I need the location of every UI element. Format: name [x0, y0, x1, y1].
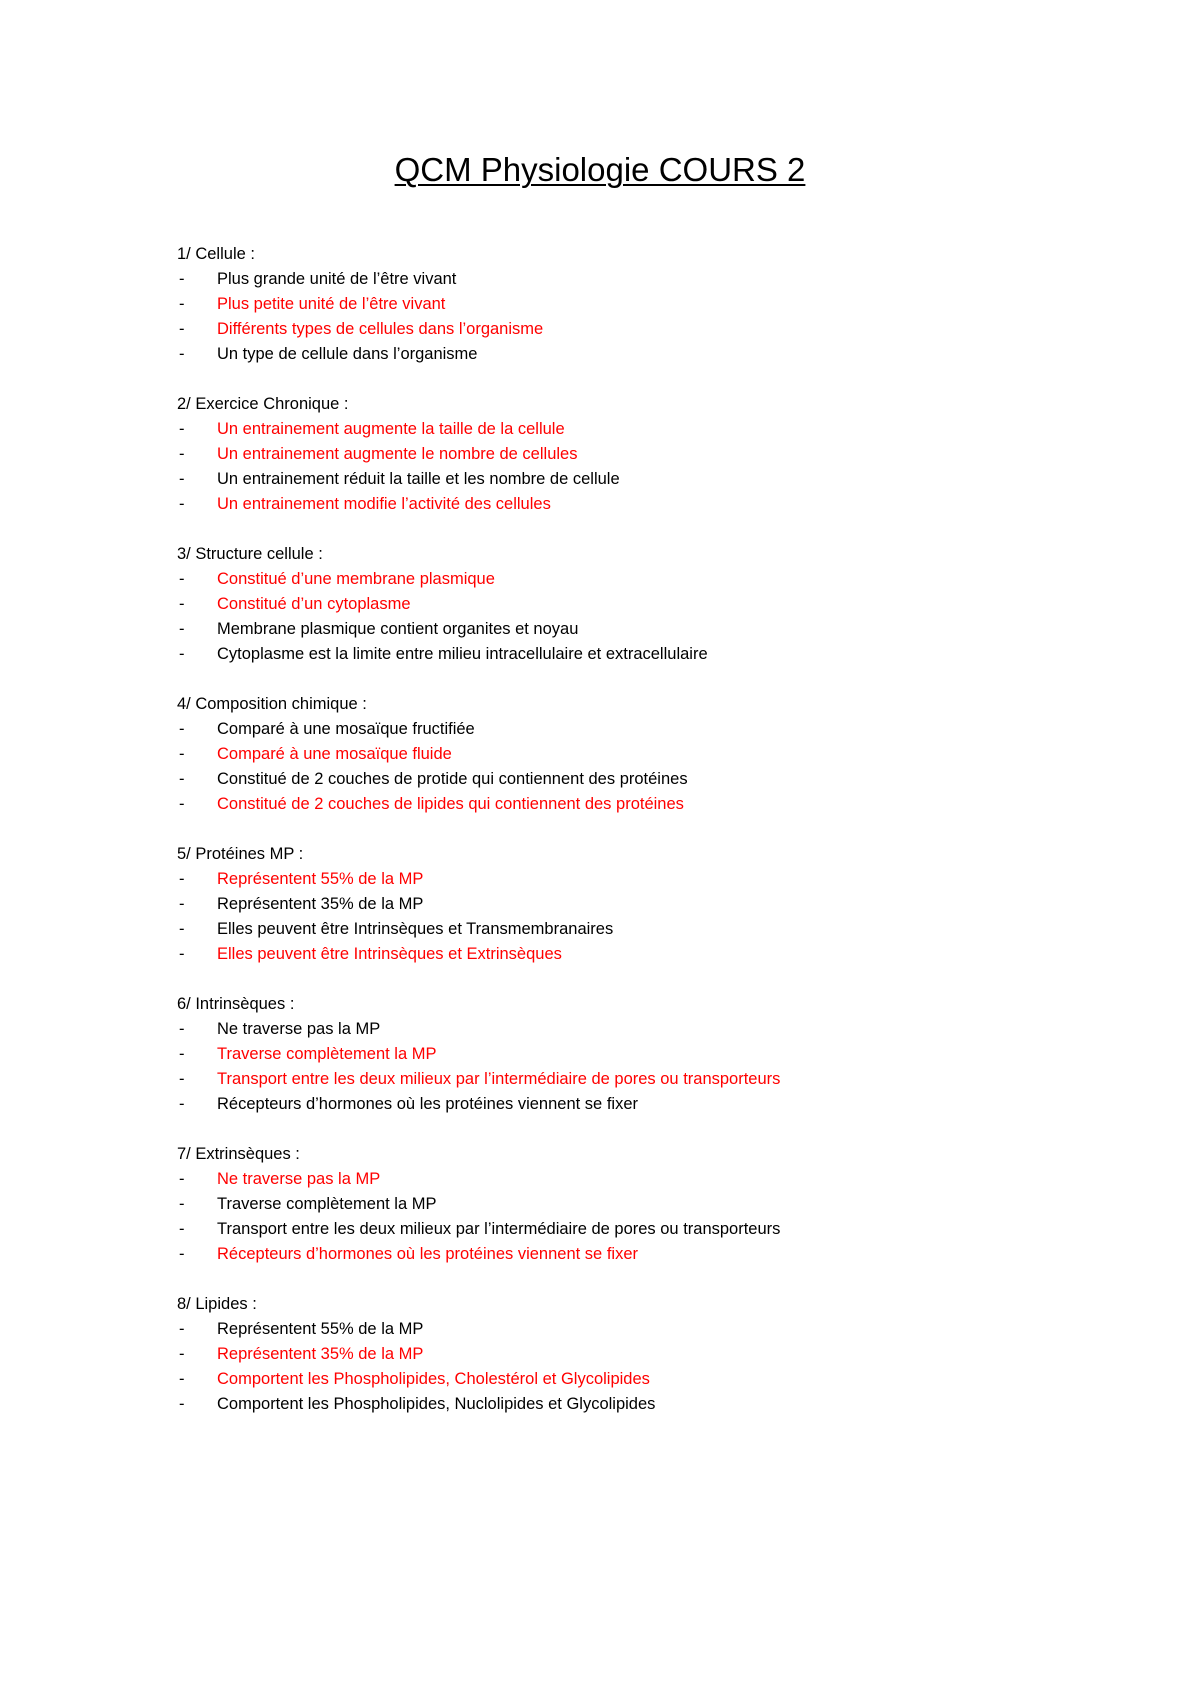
question-title: 3/ Structure cellule : — [177, 545, 323, 563]
answer-option-correct: - Représentent 35% de la MP — [177, 1342, 1157, 1367]
answer-list — [177, 417, 1157, 517]
answer-option-correct: - Différents types de cellules dans l’organisme — [177, 317, 1157, 342]
answer-option: - Représentent 35% de la MP — [177, 892, 1157, 917]
question-title: 8/ Lipides : — [177, 1295, 257, 1313]
answer-option-correct: - Comportent les Phospholipides, Cholestérol et Glycolipides — [177, 1367, 1157, 1392]
answer-list — [177, 267, 1157, 367]
answer-option-correct: - Un entrainement modifie l’activité des cellules — [177, 492, 1157, 517]
answer-option-correct: - Constitué de 2 couches de lipides qui contiennent des protéines — [177, 792, 1157, 817]
question-block — [177, 1142, 1157, 1267]
answer-option: - Membrane plasmique contient organites et noyau — [177, 617, 1157, 642]
answer-option-correct: - Représentent 55% de la MP — [177, 867, 1157, 892]
question-block — [177, 242, 1157, 367]
answer-list — [177, 867, 1157, 967]
answer-list — [177, 1317, 1157, 1417]
answer-option: - Traverse complètement la MP — [177, 1192, 1157, 1217]
question-block — [177, 1292, 1157, 1417]
answer-option-correct: - Transport entre les deux milieux par l’intermédiaire de pores ou transporteurs — [177, 1067, 1157, 1092]
question-block — [177, 542, 1157, 667]
question-title: 1/ Cellule : — [177, 245, 255, 263]
answer-option-correct: - Constitué d’un cytoplasme — [177, 592, 1157, 617]
answer-option: - Comparé à une mosaïque fructifiée — [177, 717, 1157, 742]
qcm-question-list — [177, 242, 1157, 1442]
answer-option-correct: - Traverse complètement la MP — [177, 1042, 1157, 1067]
question-title: 7/ Extrinsèques : — [177, 1145, 300, 1163]
answer-option-correct: - Ne traverse pas la MP — [177, 1167, 1157, 1192]
question-block — [177, 392, 1157, 517]
answer-option: - Ne traverse pas la MP — [177, 1017, 1157, 1042]
question-block — [177, 842, 1157, 967]
answer-option-correct: - Un entrainement augmente la taille de la cellule — [177, 417, 1157, 442]
answer-list — [177, 1017, 1157, 1117]
question-block — [177, 692, 1157, 817]
answer-option: - Comportent les Phospholipides, Nuclolipides et Glycolipides — [177, 1392, 1157, 1417]
document-title: QCM Physiologie COURS 2 — [394, 151, 806, 188]
answer-option: - Un entrainement réduit la taille et les nombre de cellule — [177, 467, 1157, 492]
question-title: 2/ Exercice Chronique : — [177, 395, 349, 413]
answer-option: - Un type de cellule dans l’organisme — [177, 342, 1157, 367]
answer-option: - Cytoplasme est la limite entre milieu intracellulaire et extracellulaire — [177, 642, 1157, 667]
answer-list — [177, 567, 1157, 667]
answer-option: - Transport entre les deux milieux par l’intermédiaire de pores ou transporteurs — [177, 1217, 1157, 1242]
answer-option: - Constitué de 2 couches de protide qui contiennent des protéines — [177, 767, 1157, 792]
answer-list — [177, 717, 1157, 817]
answer-option: - Plus grande unité de l’être vivant — [177, 267, 1157, 292]
answer-option-correct: - Comparé à une mosaïque fluide — [177, 742, 1157, 767]
question-title: 4/ Composition chimique : — [177, 695, 367, 713]
answer-option-correct: - Un entrainement augmente le nombre de cellules — [177, 442, 1157, 467]
answer-option-correct: - Elles peuvent être Intrinsèques et Extrinsèques — [177, 942, 1157, 967]
answer-option-correct: - Plus petite unité de l’être vivant — [177, 292, 1157, 317]
question-block — [177, 992, 1157, 1117]
question-title: 5/ Protéines MP : — [177, 845, 304, 863]
question-title: 6/ Intrinsèques : — [177, 995, 295, 1013]
answer-option-correct: - Récepteurs d’hormones où les protéines viennent se fixer — [177, 1242, 1157, 1267]
answer-option: - Elles peuvent être Intrinsèques et Transmembranaires — [177, 917, 1157, 942]
answer-option: - Représentent 55% de la MP — [177, 1317, 1157, 1342]
answer-option: - Récepteurs d’hormones où les protéines viennent se fixer — [177, 1092, 1157, 1117]
answer-option-correct: - Constitué d’une membrane plasmique — [177, 567, 1157, 592]
answer-list — [177, 1167, 1157, 1267]
